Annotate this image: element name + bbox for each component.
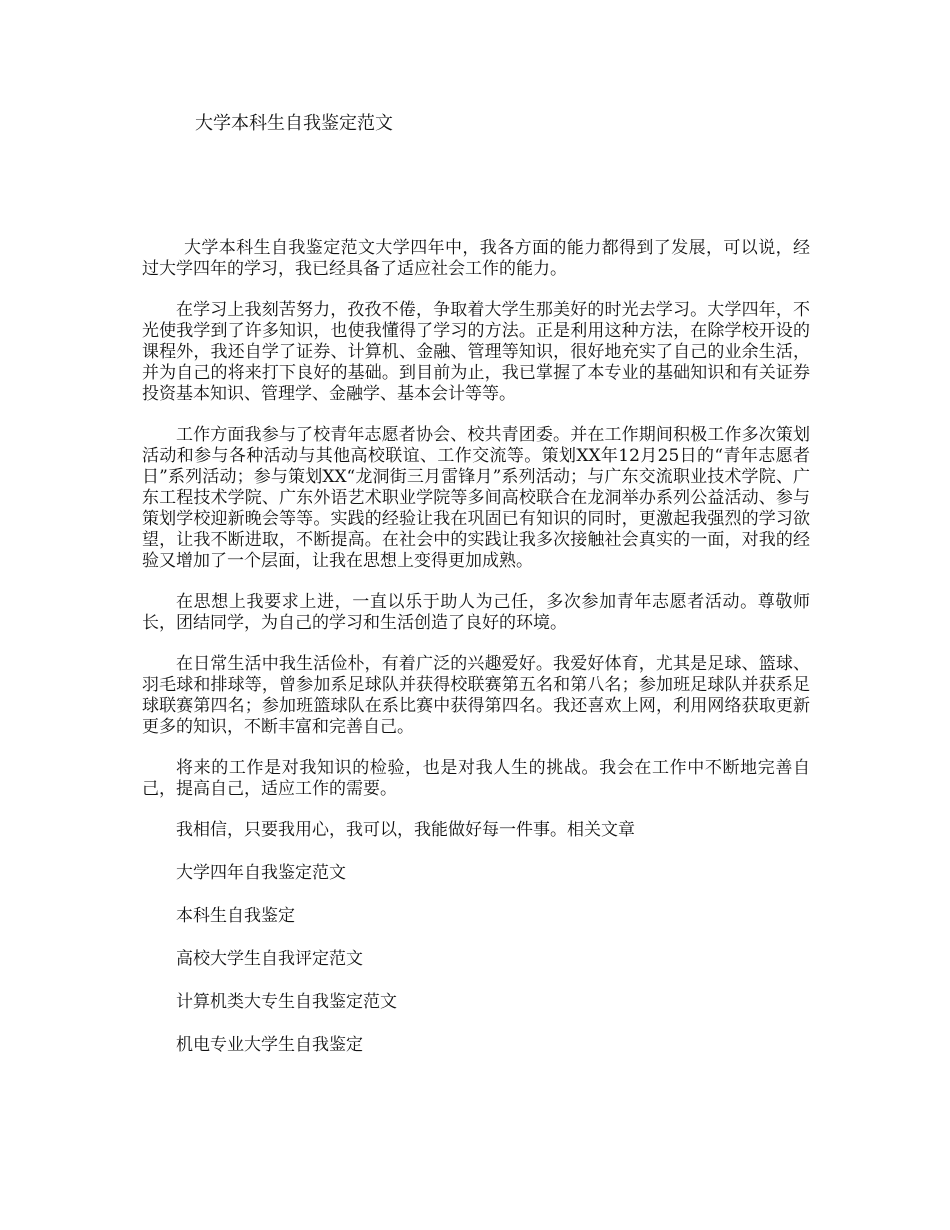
related-article-link[interactable]: 机电专业大学生自我鉴定	[176, 1035, 363, 1055]
paragraph-closing: 我相信，只要我用心，我可以，我能做好每一件事。相关文章	[176, 820, 635, 840]
paragraph-study: 在学习上我刻苦努力，孜孜不倦，争取着大学生那美好的时光去学习。大学四年，不光使我学到了许多知识，也使我懂得了学习的方法。正是利用这种方法，在除学校开设的课程外，我还自学了证券、计算机、金融、管理等知识，很好地充实了自己的业余生活，并为自己的将来打下良好的基础。到目前为止，我已掌握了本专业的基础知识和有关证券投资基本知识、管理学、金融学、基本会计等等。	[142, 300, 810, 404]
paragraph-future: 将来的工作是对我知识的检验，也是对我人生的挑战。我会在工作中不断地完善自己，提高自己，适应工作的需要。	[142, 758, 810, 799]
paragraph-intro: 大学本科生自我鉴定范文大学四年中，我各方面的能力都得到了发展，可以说，经过大学四年的学习，我已经具备了适应社会工作的能力。	[142, 238, 810, 279]
related-article-link[interactable]: 大学四年自我鉴定范文	[176, 863, 346, 883]
document-body	[142, 238, 810, 1078]
related-article-link[interactable]: 高校大学生自我评定范文	[176, 949, 363, 969]
related-article-link[interactable]: 本科生自我鉴定	[176, 906, 295, 926]
paragraph-life: 在日常生活中我生活俭朴，有着广泛的兴趣爱好。我爱好体育，尤其是足球、篮球、羽毛球和排球等，曾参加系足球队并获得校联赛第五名和第八名；参加班足球队并获系足球联赛第四名；参加班篮球队在系比赛中获得第四名。我还喜欢上网，利用网络获取更新更多的知识，不断丰富和完善自己。	[142, 654, 810, 737]
paragraph-work: 工作方面我参与了校青年志愿者协会、校共青团委。并在工作期间积极工作多次策划活动和参与各种活动与其他高校联谊、工作交流等。策划XX年12月25日的“青年志愿者日”系列活动；参与策划XX“龙洞街三月雷锋月”系列活动；与广东交流职业技术学院、广东工程技术学院、广东外语艺术职业学院等多间高校联合在龙洞举办系列公益活动、参与策划学校迎新晚会等等。实践的经验让我在巩固已有知识的同时，更激起我强烈的学习欲望，让我不断进取，不断提高。在社会中的实践让我多次接触社会真实的一面，对我的经验又增加了一个层面，让我在思想上变得更加成熟。	[142, 425, 810, 571]
paragraph-thought: 在思想上我要求上进，一直以乐于助人为己任，多次参加青年志愿者活动。尊敬师长，团结同学，为自己的学习和生活创造了良好的环境。	[142, 592, 810, 633]
related-article-link[interactable]: 计算机类大专生自我鉴定范文	[176, 992, 397, 1012]
document-title: 大学本科生自我鉴定范文	[195, 113, 393, 134]
